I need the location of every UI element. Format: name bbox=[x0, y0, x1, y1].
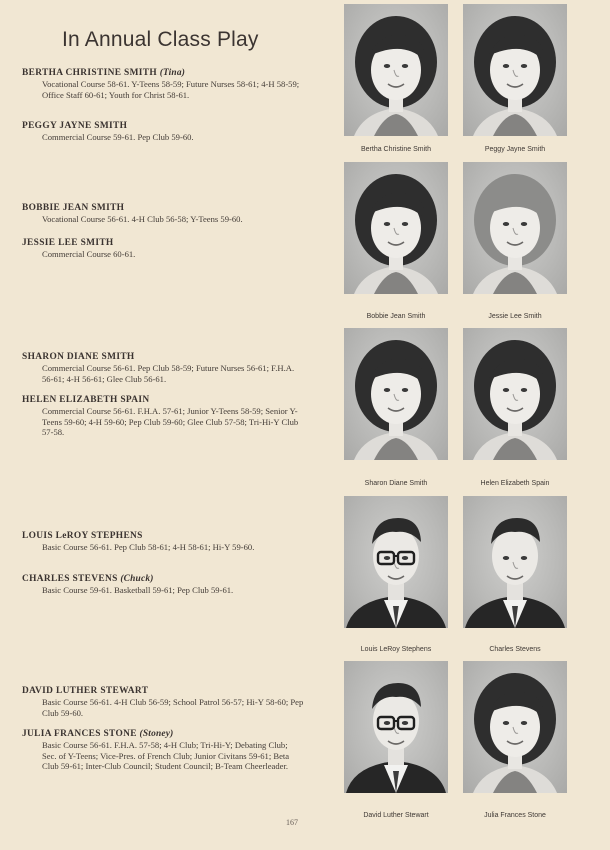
student-name bbox=[22, 530, 304, 542]
student-activities: Commercial Course 60-61. bbox=[42, 249, 136, 259]
student-name-text: BOBBIE JEAN SMITH bbox=[22, 203, 125, 213]
student-name bbox=[22, 237, 304, 249]
portrait-caption: Helen Elizabeth Spain bbox=[480, 480, 550, 487]
student-name bbox=[22, 351, 304, 363]
student-entry bbox=[22, 351, 304, 384]
portrait-caption: David Luther Stewart bbox=[363, 812, 429, 819]
student-portrait bbox=[463, 4, 567, 136]
portrait-caption: Julia Frances Stone bbox=[484, 812, 546, 819]
student-name-text: CHARLES STEVENS bbox=[22, 574, 118, 584]
student-entry bbox=[22, 685, 304, 718]
student-name bbox=[22, 202, 304, 214]
student-activities: Basic Course 56-61. 4-H Club 56-59; School Patrol 56-57; Hi-Y 58-60; Pep Club 59-60. bbox=[42, 697, 304, 718]
student-portrait bbox=[344, 4, 448, 136]
student-entry bbox=[22, 202, 304, 225]
portrait-caption: Charles Stevens bbox=[489, 646, 541, 653]
student-name bbox=[22, 120, 304, 132]
portrait-caption: Jessie Lee Smith bbox=[488, 313, 542, 320]
portrait-caption: Bertha Christine Smith bbox=[360, 146, 432, 153]
student-entry bbox=[22, 237, 304, 260]
student-portrait bbox=[344, 328, 448, 460]
student-entry bbox=[22, 573, 304, 596]
student-name bbox=[22, 728, 304, 740]
student-activities: Vocational Course 56-61. 4-H Club 56-58; Y-Teens 59-60. bbox=[42, 214, 243, 224]
student-entry bbox=[22, 530, 304, 553]
student-name bbox=[22, 67, 304, 79]
page-title: In Annual Class Play bbox=[62, 28, 259, 51]
portrait-caption: Peggy Jayne Smith bbox=[484, 146, 546, 153]
portrait-caption: Louis LeRoy Stephens bbox=[360, 646, 432, 653]
student-entry bbox=[22, 67, 304, 100]
student-nickname: (Stoney) bbox=[139, 729, 174, 739]
student-activities: Basic Course 56-61. F.H.A. 57-58; 4-H Club; Tri-Hi-Y; Debating Club; Sec. of Y-Teens; Vice-Pres. of French Club; Junior Civitans 59-61; Beta Club 59-61; Inter-Club Council; Student Council; B-Team Cheerleader. bbox=[42, 740, 290, 772]
portrait-caption: Sharon Diane Smith bbox=[364, 480, 428, 487]
student-name-text: DAVID LUTHER STEWART bbox=[22, 686, 149, 696]
student-name-text: LOUIS LeROY STEPHENS bbox=[22, 531, 143, 541]
student-name bbox=[22, 573, 304, 585]
student-portrait bbox=[344, 661, 448, 793]
page-number: 167 bbox=[286, 818, 298, 827]
student-name-text: PEGGY JAYNE SMITH bbox=[22, 121, 128, 131]
student-portrait bbox=[463, 162, 567, 294]
student-activities: Commercial Course 56-61. F.H.A. 57-61; Junior Y-Teens 58-59; Senior Y-Teens 59-60; 4-H 59-60; Pep Club 59-60; Glee Club 57-58; Tri-Hi-Y Club 57-58. bbox=[42, 406, 299, 438]
student-activities: Basic Course 59-61. Basketball 59-61; Pep Club 59-61. bbox=[42, 585, 234, 595]
student-activities: Vocational Course 58-61. Y-Teens 58-59; Future Nurses 58-61; 4-H 58-59; Office Staff 60-61; Youth for Christ 58-61. bbox=[42, 79, 300, 100]
student-activities: Commercial Course 59-61. Pep Club 59-60. bbox=[42, 132, 194, 142]
student-name-text: BERTHA CHRISTINE SMITH bbox=[22, 68, 158, 78]
student-name-text: JULIA FRANCES STONE bbox=[22, 729, 137, 739]
student-entry bbox=[22, 394, 304, 438]
student-portrait bbox=[344, 496, 448, 628]
student-name-text: SHARON DIANE SMITH bbox=[22, 352, 135, 362]
student-entry bbox=[22, 120, 304, 143]
student-portrait bbox=[463, 496, 567, 628]
student-name bbox=[22, 685, 304, 697]
student-entry bbox=[22, 728, 304, 772]
portrait-caption: Bobbie Jean Smith bbox=[366, 313, 426, 320]
student-name-text: HELEN ELIZABETH SPAIN bbox=[22, 395, 150, 405]
student-portrait bbox=[344, 162, 448, 294]
student-name-text: JESSIE LEE SMITH bbox=[22, 238, 114, 248]
student-nickname: (Tina) bbox=[159, 68, 186, 78]
student-name bbox=[22, 394, 304, 406]
student-nickname: (Chuck) bbox=[120, 574, 154, 584]
student-portrait bbox=[463, 661, 567, 793]
student-portrait bbox=[463, 328, 567, 460]
student-activities: Basic Course 56-61. Pep Club 58-61; 4-H 58-61; Hi-Y 59-60. bbox=[42, 542, 255, 552]
student-activities: Commercial Course 56-61. Pep Club 58-59; Future Nurses 56-61; F.H.A. 56-61; 4-H 56-61; Glee Club 56-61. bbox=[42, 363, 295, 384]
